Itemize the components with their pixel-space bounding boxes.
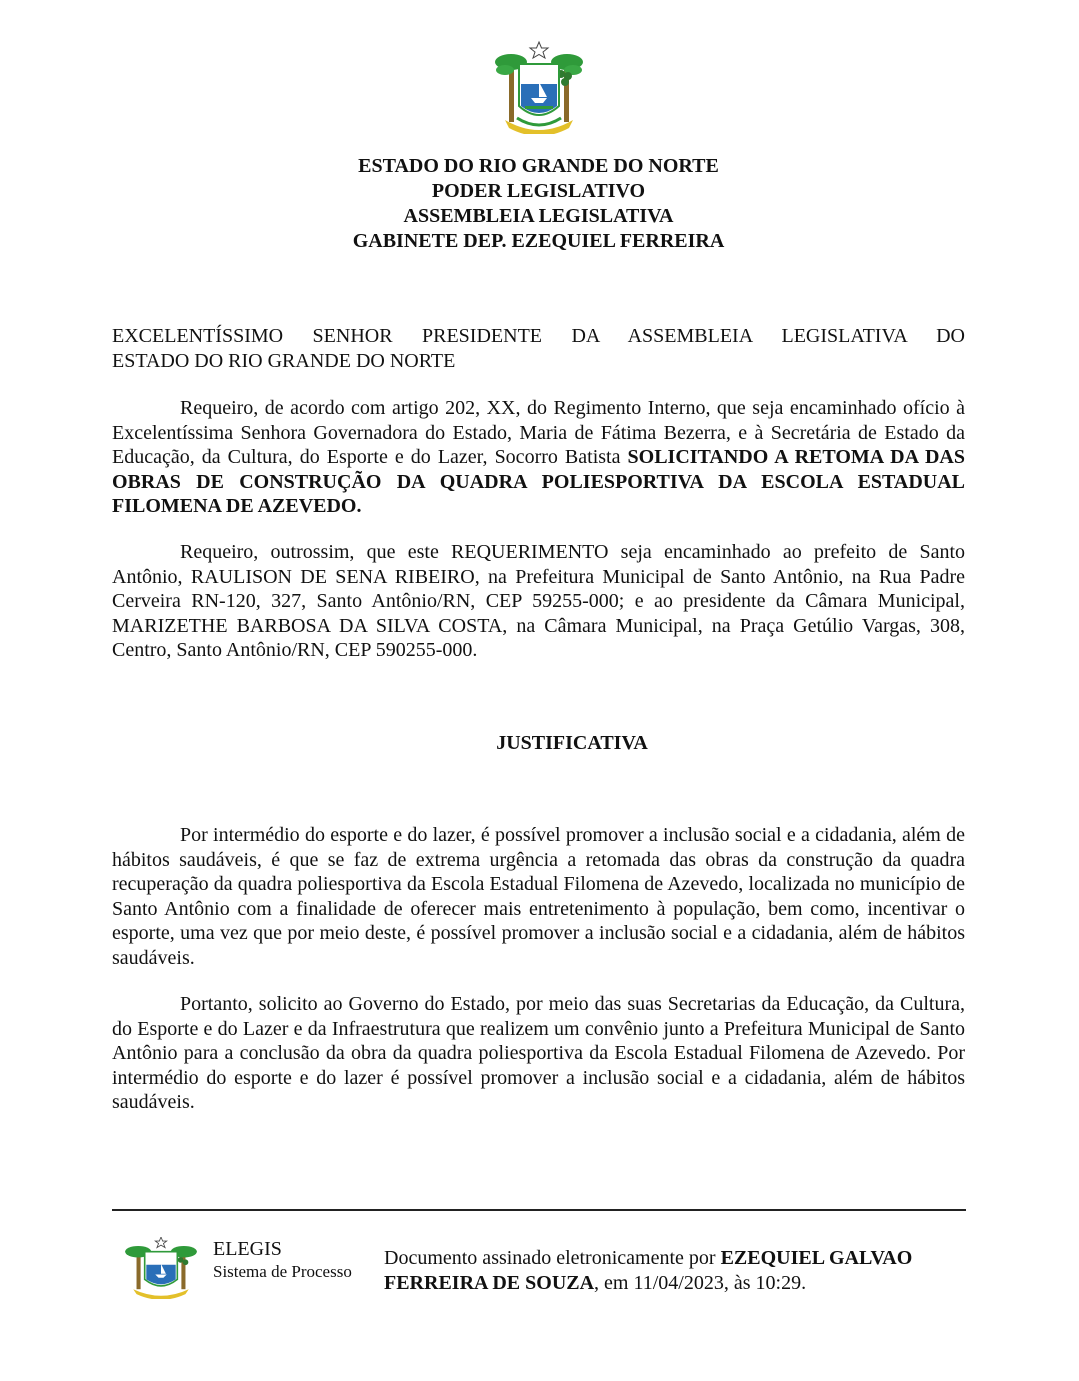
justification-title: JUSTIFICATIVA [496,732,648,754]
header-line-assembly: ASSEMBLEIA LEGISLATIVA [403,205,674,227]
system-subtitle: Sistema de Processo [213,1262,352,1281]
addressee [112,324,965,374]
header-line-state: ESTADO DO RIO GRANDE DO NORTE [358,155,719,177]
signature-date: , em 11/04/2023, às 10:29. [594,1272,807,1294]
request-paragraph-1-text: Requeiro, de acordo com artigo 202, XX, do Regimento Interno, que seja encaminhado ofício à Excelentíssima Senhora Governadora do Estado, Maria de Fátima Bezerra, e à Secretária de Estado da Educação, da Cultura, do Esporte e do Lazer, Socorro Batista [112,397,965,468]
footer-coat-of-arms-icon [125,1237,197,1299]
system-name: ELEGIS [213,1238,282,1260]
justification-paragraph-2: Portanto, solicito ao Governo do Estado, por meio das suas Secretarias da Educação, da Cultura, do Esporte e do Lazer e da Infraestrutura que realizem um convênio junto a Prefeitura Municipal de Santo Antônio para a conclusão da obra da quadra poliesportiva da Escola Estadual Filomena de Azevedo. Por intermédio do esporte e do lazer é possível promover a inclusão social e a cidadania, além de hábitos saudáveis. [112,993,965,1113]
footer-divider [112,1209,966,1211]
addressee-line-1: EXCELENTÍSSIMO SENHOR PRESIDENTE DA ASSEMBLEIA LEGISLATIVA DO [112,325,965,347]
justification-paragraph-1: Por intermédio do esporte e do lazer, é possível promover a inclusão social e a cidadania, além de hábitos saudáveis, é que se faz de extrema urgência a retomada das obras da construção da quadra recuperação da quadra poliesportiva da Escola Estadual Filomena de Azevedo, localizada no município de Santo Antônio com a finalidade de oferecer mais entretenimento à população, bem como, incentivar o esporte, uma vez que por meio deste, é possível promover a inclusão social e a cidadania, além de hábitos saudáveis. [112,824,965,969]
signature-prefix: Documento assinado eletronicamente por [384,1247,721,1269]
request-paragraph-1 [112,396,965,519]
signature-statement [384,1246,964,1296]
header-line-office: GABINETE DEP. EZEQUIEL FERREIRA [352,230,725,252]
header-line-power: PODER LEGISLATIVO [431,180,646,202]
coat-of-arms-icon [495,40,583,134]
document-header [112,154,965,254]
signer-name: EZEQUIEL GALVAO FERREIRA DE SOUZA [384,1247,913,1294]
addressee-line-2: ESTADO DO RIO GRANDE DO NORTE [112,350,456,372]
request-paragraph-1-bold: SOLICITANDO A RETOMA DA DAS OBRAS DE CONSTRUÇÃO DA QUADRA POLIESPORTIVA DA ESCOLA ESTADUAL FILOMENA DE AZEVEDO. [112,446,965,517]
request-paragraph-2: Requeiro, outrossim, que este REQUERIMENTO seja encaminhado ao prefeito de Santo Antônio, RAULISON DE SENA RIBEIRO, na Prefeitura Municipal de Santo Antônio, na Rua Padre Cerveira RN-120, 327, Santo Antônio/RN, CEP 59255-000; e ao presidente da Câmara Municipal, MARIZETHE BARBOSA DA SILVA COSTA, na Câmara Municipal, na Praça Getúlio Vargas, 308, Centro, Santo Antônio/RN, CEP 590255-000. [112,541,965,661]
